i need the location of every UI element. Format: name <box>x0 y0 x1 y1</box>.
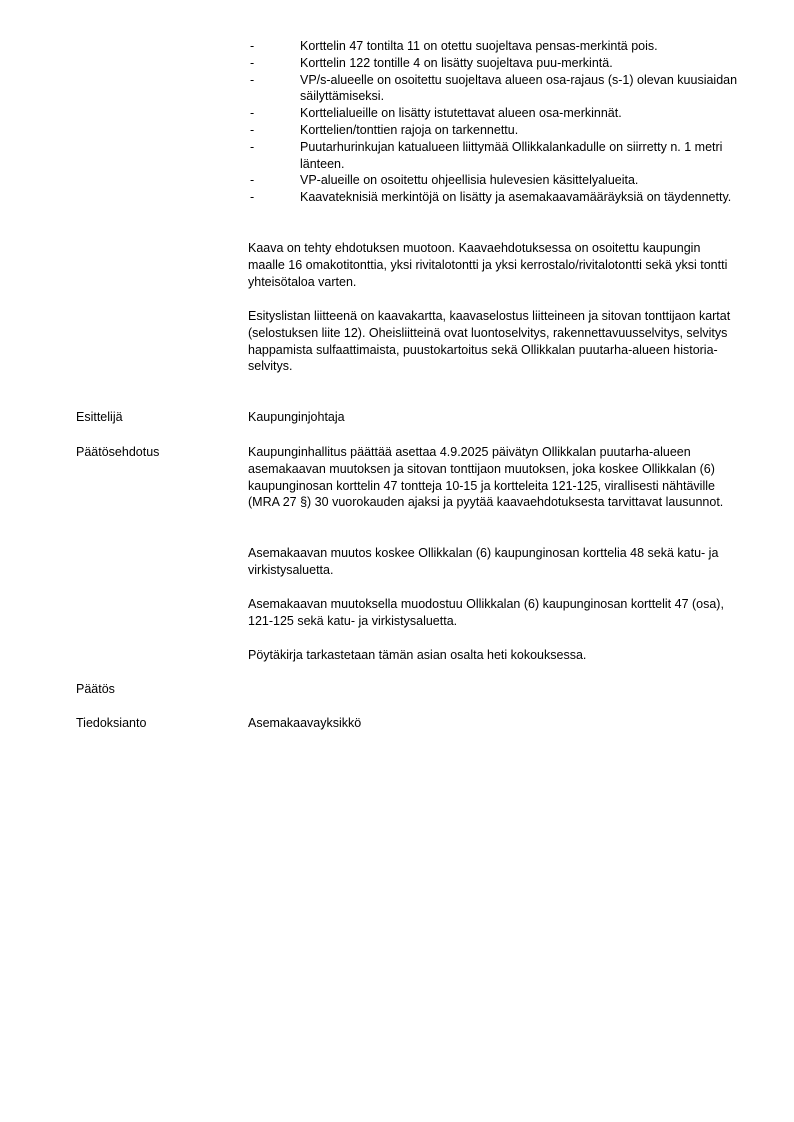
bullet-dash: - <box>250 55 255 70</box>
bullet-dash: - <box>250 139 255 154</box>
list-item <box>248 122 738 139</box>
bullet-dash: - <box>250 72 255 87</box>
body-paragraph-plan-status: Kaava on tehty ehdotuksen muotoon. Kaavaehdotuksessa on osoitettu kaupungin maalle 16 omakotitonttia, yksi rivitalotontti ja yksi kerrostalo/rivitalotontti sekä yksi tontti yhteisötaloa varten. <box>248 241 728 289</box>
paatosehdotus-paragraph-minutes: Pöytäkirja tarkastetaan tämän asian osalta heti kokouksessa. <box>248 648 587 662</box>
tiedoksianto-value: Asemakaavayksikkö <box>248 716 362 730</box>
list-item <box>248 105 738 122</box>
list-item-text: VP-alueille on osoitettu ohjeellisia hulevesien käsittelyalueita. <box>300 173 639 188</box>
bullet-dash: - <box>250 122 255 137</box>
list-item-text: Korttelin 47 tontilta 11 on otettu suojeltava pensas-merkintä pois. <box>300 39 658 53</box>
bullet-dash: - <box>250 39 255 53</box>
paatosehdotus-paragraph-scope: Asemakaavan muutos koskee Ollikkalan (6) kaupunginosan korttelia 48 sekä katu- ja virkistysaluetta. <box>248 546 719 577</box>
body-paragraph-attachments: Esityslistan liitteenä on kaavakartta, kaavaselostus liitteineen ja sitovan tonttijaon kartat (selostuksen liite 12). Oheisliitteinä ovat luontoselvitys, rakennettavuusselvitys, selvitys happamista sulfaattimaista, puustokartoitus sekä Ollikkalan puutarha-alueen historia-selvitys. <box>248 309 731 374</box>
list-item-text: Korttelialueille on lisätty istutettavat alueen osa-merkinnät. <box>300 106 622 121</box>
list-item-text: Korttelien/tonttien rajoja on tarkennettu. <box>300 122 519 137</box>
bullet-dash: - <box>250 106 255 121</box>
bullet-dash: - <box>250 173 255 188</box>
paatos-label: Päätös <box>76 682 115 696</box>
paatosehdotus-paragraph-result: Asemakaavan muutoksella muodostuu Ollikkalan (6) kaupunginosan korttelit 47 (osa), 121-125 sekä katu- ja virkistysaluetta. <box>248 597 724 628</box>
list-item-text: Kaavateknisiä merkintöjä on lisätty ja asemakaavamääräyksiä on täydennetty. <box>300 190 732 205</box>
tiedoksianto-label: Tiedoksianto <box>76 716 147 730</box>
list-item <box>248 189 738 206</box>
list-item-text: Puutarhurinkujan katualueen liittymää Ollikkalankadulle on siirretty n. 1 metri länteen. <box>300 139 723 171</box>
change-list <box>248 38 738 206</box>
paatosehdotus-paragraph-main: Kaupunginhallitus päättää asettaa 4.9.2025 päivätyn Ollikkalan puutarha-alueen asemakaavan muutoksen ja sitovan tonttijaon muutoksen, joka koskee Ollikkalan (6) kaupunginosan korttelin 47 tontteja 10-15 ja kortteleita 121-125, virallisesti nähtäville (MRA 27 §) 30 vuorokauden ajaksi ja pyytää kaavaehdotuksesta tarvittavat lausunnot. <box>248 445 724 510</box>
list-item <box>248 139 738 173</box>
list-item-text: VP/s-alueelle on osoitettu suojeltava alueen osa-rajaus (s-1) olevan kuusiaidan säilyttämiseksi. <box>300 72 738 104</box>
esittelija-value: Kaupunginjohtaja <box>248 410 345 424</box>
bullet-dash: - <box>250 190 255 205</box>
list-item <box>248 72 738 106</box>
list-item <box>248 38 738 55</box>
list-item-text: Korttelin 122 tontille 4 on lisätty suojeltava puu-merkintä. <box>300 55 613 70</box>
paatosehdotus-label: Päätösehdotus <box>76 445 160 459</box>
list-item <box>248 55 738 72</box>
esittelija-label: Esittelijä <box>76 410 123 424</box>
list-item <box>248 172 738 189</box>
